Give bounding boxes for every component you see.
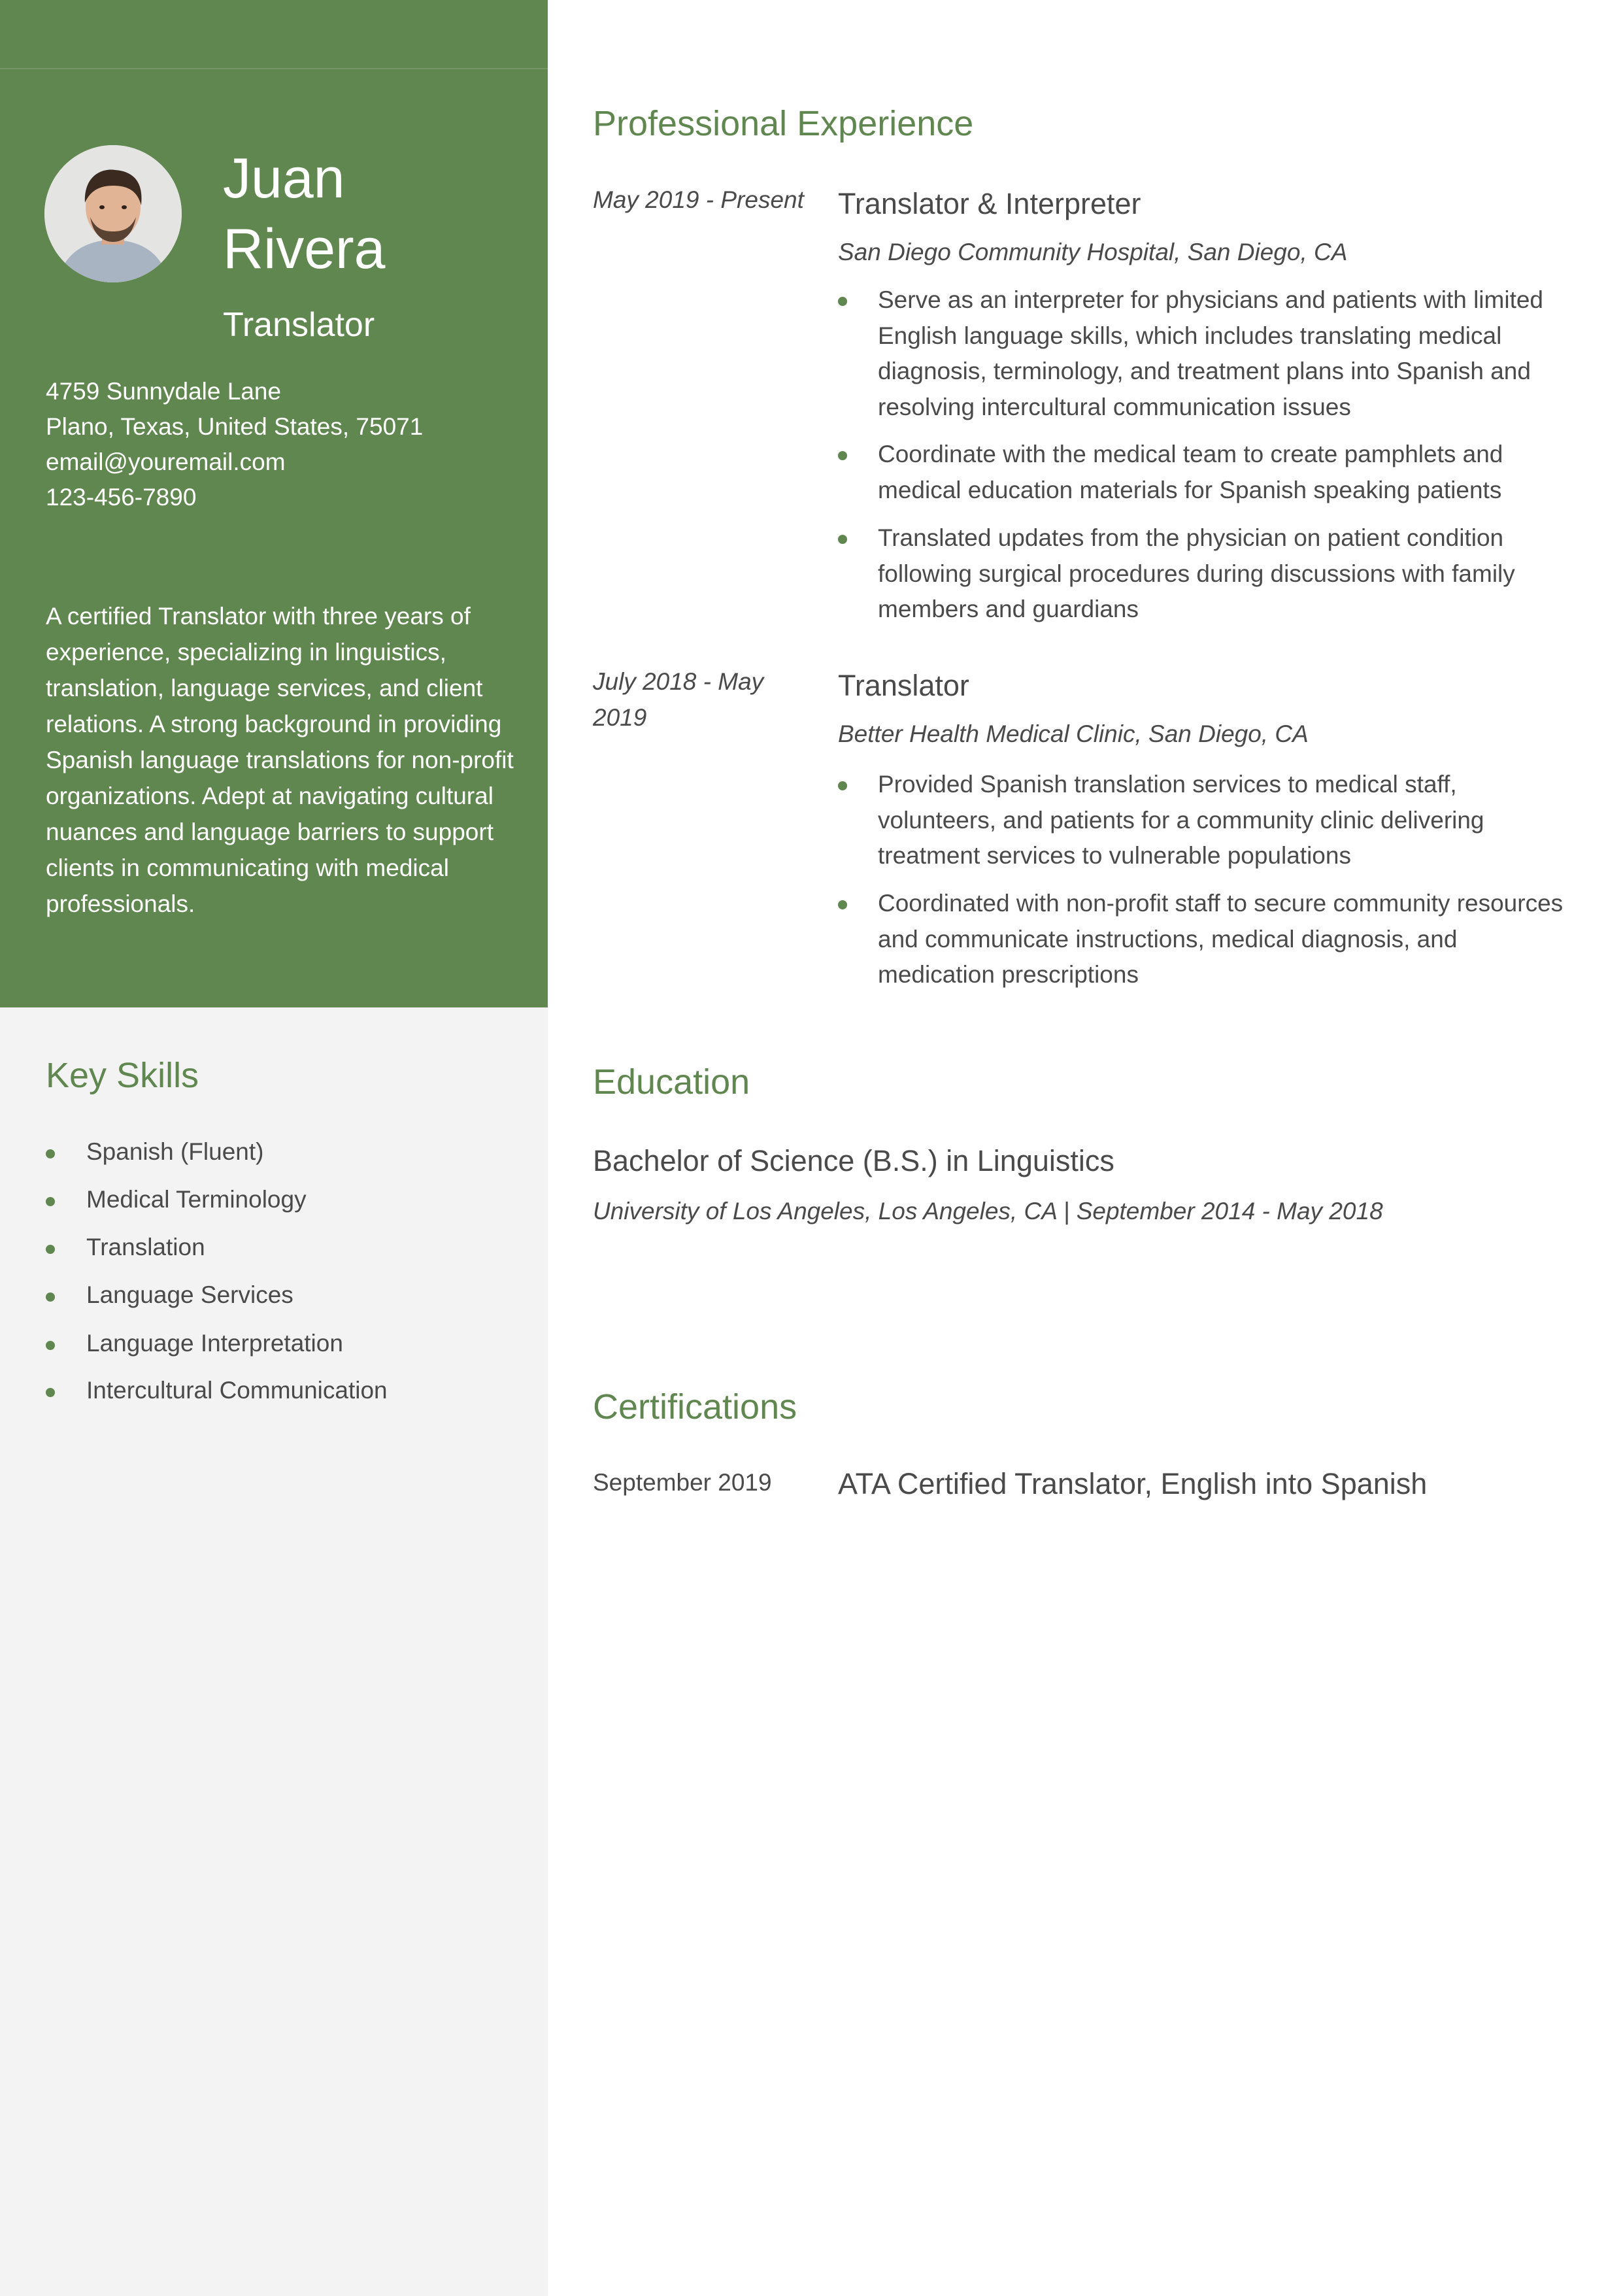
certification-name: ATA Certified Translator, English into Spanish [838, 1467, 1428, 1500]
job-role: Translator & Interpreter [838, 187, 1141, 220]
certifications-heading: Certifications [593, 1387, 797, 1427]
phone: 123-456-7890 [46, 484, 197, 511]
school: University of Los Angeles, Los Angeles, CA | September 2014 - May 2018 [593, 1198, 1383, 1224]
bullet-dot-icon [46, 1341, 55, 1350]
bullet-dot-icon [838, 297, 847, 306]
experience-heading: Professional Experience [593, 104, 974, 143]
bullet-dot-icon [46, 1388, 55, 1397]
job-organization: San Diego Community Hospital, San Diego, CA [838, 239, 1348, 265]
job-bullet: Coordinated with non-profit staff to secure community resources and communicate instructions, medical diagnosis, and medication prescriptions [838, 886, 1564, 993]
job-organization: Better Health Medical Clinic, San Diego, CA [838, 720, 1309, 747]
bullet-dot-icon [838, 781, 847, 790]
address-line2: Plano, Texas, United States, 75071 [46, 413, 424, 440]
bullet-dot-icon [46, 1197, 55, 1206]
degree: Bachelor of Science (B.S.) in Linguistics [593, 1144, 1114, 1177]
job-bullet: Serve as an interpreter for physicians and patients with limited English language skills, which includes translating medical diagnosis, terminology, and treatment plans into Spanish and resolving intercultural communication issues [838, 282, 1564, 425]
sidebar: Juan Rivera Translator 4759 Sunnydale Lane Plano, Texas, United States, 75071 email@youremail.com 123-456-7890 A certified Translator with three years of experience, specializing in linguistics, translation, language services, and client relations. A strong background in providing Spanish language translations for non-profit organizations. Adept at navigating cultural nuances and language barriers to support clients in communicating with medical professionals. Key Skills Spanish (Fluent) Medical Terminology Translation Language Services Language Interpretation Intercultural Communication [0, 0, 548, 2296]
certification-date: September 2019 [593, 1469, 772, 1496]
job-bullet: Translated updates from the physician on patient condition following surgical procedures during discussions with family members and guardians [838, 520, 1564, 628]
bullet-dot-icon [838, 535, 847, 544]
profile-panel [0, 0, 548, 1007]
education-heading: Education [593, 1062, 750, 1102]
avatar [44, 145, 182, 282]
bullet-dot-icon [46, 1292, 55, 1302]
email: email@youremail.com [46, 448, 286, 475]
bullet-dot-icon [838, 900, 847, 909]
job-bullet: Coordinate with the medical team to create pamphlets and medical education materials for Spanish speaking patients [838, 437, 1564, 508]
profile-photo [44, 145, 182, 282]
job-dates: July 2018 - May 2019 [593, 668, 764, 731]
address-line1: 4759 Sunnydale Lane [46, 378, 282, 405]
summary: A certified Translator with three years of experience, specializing in linguistics, translation, language services, and client relations. A strong background in providing Spanish language translations for non-profit organizations. Adept at navigating cultural nuances and language barriers to support clients in communicating with medical professionals. [46, 603, 514, 917]
bullet-dot-icon [46, 1149, 55, 1158]
bullet-dot-icon [838, 451, 847, 460]
job-bullet: Provided Spanish translation services to medical staff, volunteers, and patients for a community clinic delivering treatment services to vulnerable populations [838, 767, 1564, 874]
last-name: Rivera [223, 218, 386, 280]
first-name: Juan [223, 147, 345, 210]
bullet-dot-icon [46, 1245, 55, 1254]
skills-heading: Key Skills [46, 1056, 199, 1095]
job-role: Translator [838, 669, 969, 702]
job-dates: May 2019 - Present [593, 186, 804, 213]
divider [0, 68, 548, 69]
job-title: Translator [223, 306, 375, 344]
